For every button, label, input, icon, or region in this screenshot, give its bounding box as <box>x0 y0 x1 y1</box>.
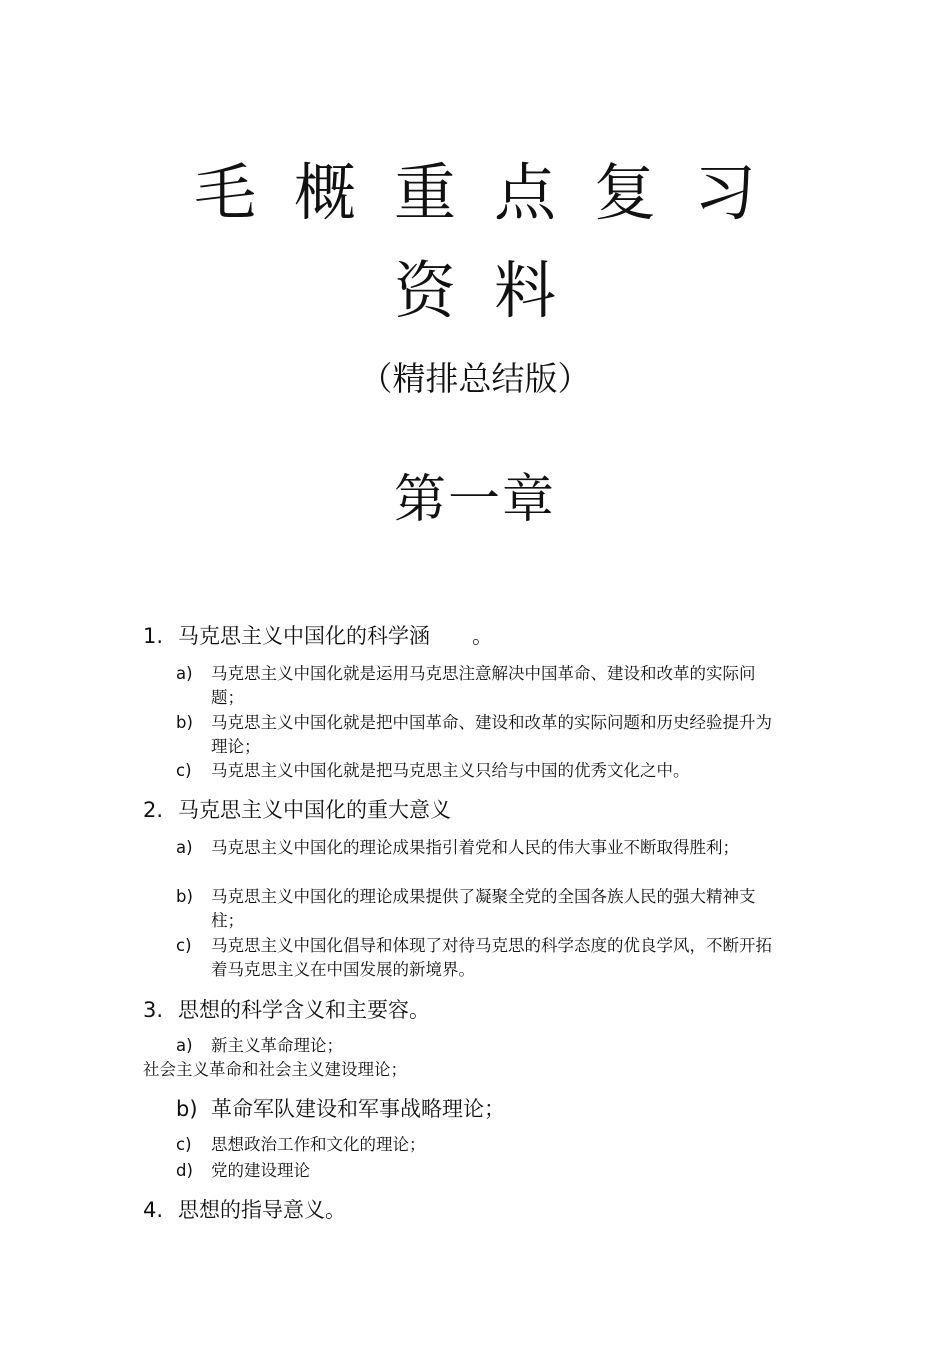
list-item <box>176 836 776 860</box>
list-item <box>176 1159 776 1183</box>
chapter-heading: 第一章 <box>393 470 556 530</box>
list-item <box>176 711 776 759</box>
item-text: 马克思主义中国化的理论成果提供了凝聚全党的全国各族人民的强大精神支柱； <box>211 887 756 930</box>
question-number: 1. <box>143 624 164 648</box>
item-text: 马克思主义中国化倡导和体现了对待马克思的科学态度的优良学风，不断开拓着马克思主义在中国发展的新境界。 <box>211 936 772 979</box>
item-label: b) <box>176 1097 198 1121</box>
subtitle: （精排总结版） <box>359 359 591 398</box>
question-text: 马克思主义中国化的科学涵 <box>178 624 430 648</box>
question-text: 马克思主义中国化的重大意义 <box>178 798 451 822</box>
question-text: 思想的指导意义。 <box>178 1198 346 1222</box>
question-3 <box>143 998 430 1023</box>
item-label: c) <box>176 761 192 780</box>
plain-line: 社会主义革命和社会主义建设理论； <box>143 1060 407 1079</box>
item-text: 马克思主义中国化就是把马克思主义只给与中国的优秀文化之中。 <box>211 761 690 780</box>
question-number: 4. <box>143 1198 164 1222</box>
question-2 <box>143 798 451 823</box>
list-item <box>176 885 776 933</box>
list-item <box>176 1097 505 1122</box>
item-label: a) <box>176 1036 193 1055</box>
title-line-1: 毛概重点复习 <box>193 156 794 229</box>
item-label: c) <box>176 1135 192 1154</box>
question-number: 3. <box>143 998 164 1022</box>
list-item <box>176 934 776 982</box>
item-text: 马克思主义中国化就是把中国革命、建设和改革的实际问题和历史经验提升为理论； <box>211 713 772 756</box>
item-label: d) <box>176 1161 193 1180</box>
item-text: 思想政治工作和文化的理论； <box>211 1135 426 1154</box>
item-label: c) <box>176 936 192 955</box>
item-label: b) <box>176 887 193 906</box>
list-item <box>176 759 776 783</box>
item-label: a) <box>176 664 193 683</box>
item-text: 新主义革命理论； <box>211 1036 343 1055</box>
question-tail: 。 <box>472 624 493 648</box>
question-1 <box>143 624 493 649</box>
title-line-2: 资料 <box>393 254 594 327</box>
item-label: b) <box>176 713 193 732</box>
list-item <box>176 1133 776 1157</box>
list-item <box>176 1034 776 1058</box>
item-text: 革命军队建设和军事战略理论； <box>211 1097 505 1121</box>
question-text: 思想的科学含义和主要容。 <box>178 998 430 1022</box>
item-text: 党的建设理论 <box>211 1161 310 1180</box>
item-text: 马克思主义中国化就是运用马克思注意解决中国革命、建设和改革的实际问题； <box>211 664 756 707</box>
item-label: a) <box>176 838 193 857</box>
list-item <box>176 662 776 710</box>
question-4 <box>143 1198 346 1223</box>
question-number: 2. <box>143 798 164 822</box>
item-text: 马克思主义中国化的理论成果指引着党和人民的伟大事业不断取得胜利； <box>211 838 739 857</box>
